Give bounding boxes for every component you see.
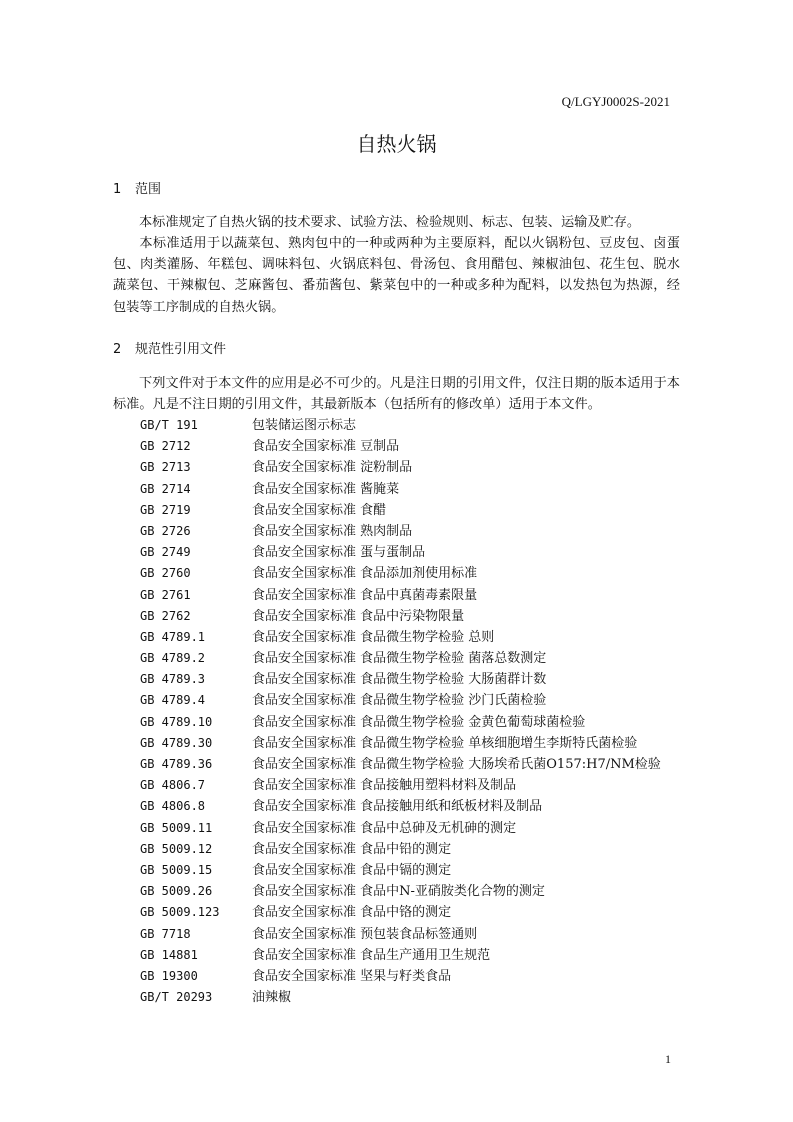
reference-code: GB 4789.3 — [140, 672, 206, 687]
reference-item — [140, 945, 661, 966]
reference-title: 油辣椒 — [252, 990, 292, 1006]
reference-title: 食品安全国家标准 酱腌菜 — [252, 481, 400, 497]
reference-code: GB/T 191 — [140, 418, 198, 432]
section-title: 规范性引用文件 — [135, 342, 227, 357]
reference-title: 食品安全国家标准 食品中镉的测定 — [252, 862, 452, 878]
reference-list — [140, 415, 661, 1008]
reference-title: 食品安全国家标准 食醋 — [252, 502, 387, 518]
reference-code: GB 4789.1 — [140, 629, 206, 644]
reference-title: 食品安全国家标准 食品微生物学检验 菌落总数测定 — [252, 651, 547, 667]
reference-code: GB 4789.10 — [140, 714, 213, 729]
reference-title: 食品安全国家标准 坚果与籽类食品 — [252, 968, 452, 984]
reference-title: 食品安全国家标准 食品微生物学检验 大肠菌群计数 — [252, 672, 547, 688]
reference-item — [140, 542, 661, 563]
reference-code: GB 2719 — [140, 502, 191, 517]
reference-code: GB 4806.7 — [140, 778, 206, 793]
reference-code: GB 2713 — [140, 460, 191, 475]
reference-title: 食品安全国家标准 食品中铬的测定 — [252, 905, 452, 921]
reference-item — [140, 860, 661, 881]
reference-title: 食品安全国家标准 食品接触用纸和纸板材料及制品 — [252, 799, 543, 815]
section-title: 范围 — [135, 182, 162, 197]
reference-title: 食品安全国家标准 食品中总砷及无机砷的测定 — [252, 820, 517, 836]
references-intro-paragraph — [113, 373, 680, 415]
reference-title: 食品安全国家标准 食品微生物学检验 单核细胞增生李斯特氏菌检验 — [252, 735, 638, 751]
reference-title: 食品安全国家标准 熟肉制品 — [252, 523, 413, 539]
paragraph-text: 下列文件对于本文件的应用是必不可少的。凡是注日期的引用文件，仅注日期的版本适用于本标准。凡是不注日期的引用文件，其最新版本（包括所有的修改单）适用于本文件。 — [113, 376, 680, 413]
reference-code: GB 4789.2 — [140, 651, 206, 666]
reference-code: GB 2749 — [140, 545, 191, 560]
section-heading-scope — [113, 178, 161, 197]
reference-code: GB 2760 — [140, 566, 191, 581]
reference-title: 食品安全国家标准 食品微生物学检验 沙门氏菌检验 — [252, 693, 547, 709]
section-heading-normative-references — [113, 338, 226, 357]
reference-item — [140, 457, 661, 478]
reference-code: GB 2714 — [140, 481, 191, 496]
reference-title: 食品安全国家标准 食品微生物学检验 总则 — [252, 629, 495, 645]
reference-code: GB 2712 — [140, 439, 191, 454]
reference-item — [140, 966, 661, 987]
reference-title: 食品安全国家标准 食品微生物学检验 大肠埃希氏菌O157:H7/NM检验 — [252, 757, 661, 772]
reference-code: GB 5009.12 — [140, 841, 213, 856]
section-number: 1 — [113, 182, 122, 197]
scope-paragraph-1 — [113, 212, 680, 233]
reference-item — [140, 479, 661, 500]
reference-item — [140, 563, 661, 584]
reference-code: GB 14881 — [140, 947, 198, 962]
reference-item — [140, 585, 661, 606]
reference-item — [140, 881, 661, 902]
reference-item — [140, 733, 661, 754]
reference-code: GB 2762 — [140, 608, 191, 623]
reference-title: 包装储运图示标志 — [252, 418, 357, 433]
reference-item — [140, 690, 661, 711]
reference-item — [140, 521, 661, 542]
reference-title: 食品安全国家标准 食品微生物学检验 金黄色葡萄球菌检验 — [252, 714, 586, 730]
reference-item — [140, 436, 661, 457]
reference-code: GB 4789.36 — [140, 757, 213, 771]
reference-title: 食品安全国家标准 淀粉制品 — [252, 460, 413, 476]
reference-title: 食品安全国家标准 食品中铅的测定 — [252, 841, 452, 857]
reference-item — [140, 627, 661, 648]
reference-code: GB 2761 — [140, 587, 191, 602]
reference-title: 食品安全国家标准 豆制品 — [252, 439, 400, 455]
document-code: Q/LGYJ0002S-2021 — [561, 94, 670, 109]
reference-item — [140, 754, 661, 775]
reference-item — [140, 606, 661, 627]
reference-title: 食品安全国家标准 预包装食品标签通则 — [252, 926, 478, 942]
paragraph-text: 本标准适用于以蔬菜包、熟肉包中的一种或两种为主要原料，配以火锅粉包、豆皮包、卤蛋包、肉类灌肠、年糕包、调味料包、火锅底料包、骨汤包、食用醋包、辣椒油包、花生包、脱水蔬菜包、干辣椒包、芝麻酱包、番茄酱包、紫菜包中的一种或多种为配料，以发热包为热源，经包装等工序制成的自热火锅。 — [113, 236, 680, 315]
section-number: 2 — [113, 342, 122, 357]
document-title: 自热火锅 — [356, 132, 437, 156]
reference-code: GB 19300 — [140, 968, 198, 983]
reference-item — [140, 669, 661, 690]
reference-item — [140, 924, 661, 945]
reference-title: 食品安全国家标准 蛋与蛋制品 — [252, 545, 426, 561]
reference-code: GB 4789.4 — [140, 693, 206, 708]
reference-title: 食品安全国家标准 食品中N-亚硝胺类化合物的测定 — [252, 884, 545, 900]
reference-code: GB 5009.15 — [140, 862, 213, 877]
reference-item — [140, 839, 661, 860]
page-number: 1 — [665, 1052, 671, 1066]
reference-item — [140, 987, 661, 1008]
reference-title: 食品安全国家标准 食品添加剂使用标准 — [252, 566, 478, 582]
reference-item — [140, 415, 661, 436]
reference-item — [140, 775, 661, 796]
reference-item — [140, 648, 661, 669]
reference-title: 食品安全国家标准 食品中污染物限量 — [252, 608, 465, 624]
reference-code: GB 4789.30 — [140, 735, 213, 750]
reference-code: GB 5009.11 — [140, 820, 213, 835]
reference-item — [140, 500, 661, 521]
reference-code: GB 4806.8 — [140, 799, 206, 814]
reference-code: GB 5009.123 — [140, 905, 220, 920]
paragraph-text: 本标准规定了自热火锅的技术要求、试验方法、检验规则、标志、包装、运输及贮存。 — [139, 215, 641, 230]
reference-code: GB/T 20293 — [140, 990, 213, 1005]
reference-title: 食品安全国家标准 食品中真菌毒素限量 — [252, 587, 478, 603]
reference-item — [140, 902, 661, 923]
reference-title: 食品安全国家标准 食品接触用塑料材料及制品 — [252, 778, 517, 794]
reference-code: GB 5009.26 — [140, 884, 213, 899]
reference-title: 食品安全国家标准 食品生产通用卫生规范 — [252, 947, 491, 963]
reference-item — [140, 818, 661, 839]
reference-code: GB 2726 — [140, 523, 191, 538]
reference-item — [140, 712, 661, 733]
scope-paragraph-2 — [113, 233, 680, 318]
reference-code: GB 7718 — [140, 926, 191, 941]
reference-item — [140, 796, 661, 817]
